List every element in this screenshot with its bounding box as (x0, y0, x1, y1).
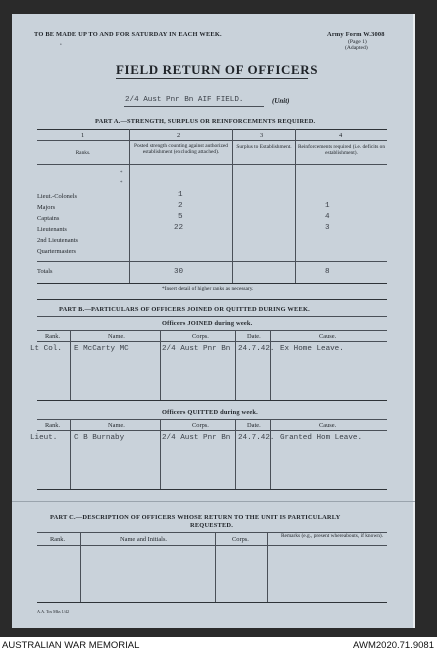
quitted-title: Officers QUITTED during week. (162, 409, 258, 416)
quitted-divider-4 (270, 419, 271, 489)
quitted-col-date: Date. (247, 422, 261, 429)
joined-cause: Ex Home Leave. (280, 345, 344, 353)
form-adapted: (Adapted) (345, 45, 368, 51)
part-b-heading-rule (37, 316, 387, 317)
quitted-divider-2 (160, 419, 161, 489)
posted-value: 1 (178, 191, 183, 199)
footer-institution: AUSTRALIAN WAR MEMORIAL (2, 640, 140, 651)
part-c-col-name: Name and Initials. (120, 536, 168, 543)
quitted-divider-1 (70, 419, 71, 489)
joined-col-cause: Cause. (319, 333, 337, 340)
asterisk-mark-2: * (120, 181, 123, 186)
joined-header-rule (37, 341, 387, 342)
joined-divider-1 (70, 330, 71, 400)
rank-label: Captains (37, 215, 60, 222)
totals-reinforcements: 8 (325, 268, 330, 276)
quitted-header-rule (37, 430, 387, 431)
part-a-bottom-rule (37, 283, 387, 284)
joined-col-date: Date. (247, 333, 261, 340)
fold-line (12, 501, 415, 502)
quitted-col-corps: Corps. (192, 422, 209, 429)
part-b-heading: PART B.—PARTICULARS OF OFFICERS JOINED OR QUITTED DURING WEEK. (59, 306, 310, 313)
joined-title-rule (37, 330, 387, 331)
col-header-surplus: Surplus to Establishment. (236, 144, 292, 150)
quitted-col-rank: Rank. (45, 422, 61, 429)
joined-title: Officers JOINED during week. (162, 320, 253, 327)
quitted-corps: 2/4 Aust Pnr Bn (162, 434, 231, 442)
rank-label: Lieut.-Colonels (37, 193, 77, 200)
part-a-top-rule (37, 129, 387, 130)
joined-divider-4 (270, 330, 271, 400)
part-c-heading-line2: REQUESTED. (190, 522, 234, 529)
part-c-bottom-rule (37, 602, 387, 603)
quitted-divider-3 (235, 419, 236, 489)
part-c-divider-1 (80, 532, 81, 602)
part-c-divider-3 (267, 532, 268, 602)
rank-label: Majors (37, 204, 56, 211)
part-a-col-divider-3 (295, 129, 296, 283)
punch-mark: • (60, 43, 62, 48)
totals-label: Totals (37, 268, 53, 275)
archive-footer (0, 637, 437, 653)
col-header-ranks: Ranks. (75, 150, 91, 156)
reinforcements-value: 3 (325, 224, 330, 232)
form-number: Army Form W.3008 (327, 31, 385, 38)
posted-value: 2 (178, 202, 183, 210)
joined-bottom-rule (37, 400, 387, 401)
unit-underline (124, 106, 264, 107)
part-a-header-rule (37, 164, 387, 165)
part-a-col-divider-1 (129, 129, 130, 283)
part-a-col-divider-2 (232, 129, 233, 283)
col-number-2: 2 (177, 132, 181, 139)
joined-col-rank: Rank. (45, 333, 61, 340)
joined-name: E McCarty MC (74, 345, 129, 353)
part-b-top-rule (37, 299, 387, 300)
quitted-date: 24.7.42. (238, 434, 275, 442)
part-a-heading: PART A.—STRENGTH, SURPLUS OR REINFORCEMENTS REQUIRED. (95, 118, 316, 125)
page-title: FIELD RETURN OF OFFICERS (116, 62, 319, 77)
form-page: (Page 1) (348, 39, 367, 45)
part-c-col-rank: Rank. (50, 536, 66, 543)
reinforcements-value: 1 (325, 202, 330, 210)
joined-divider-2 (160, 330, 161, 400)
part-a-number-rule (37, 140, 387, 141)
asterisk-mark-1: * (120, 171, 123, 176)
title-underline (116, 78, 308, 79)
joined-rank: Lt Col. (30, 345, 62, 353)
part-c-divider-2 (215, 532, 216, 602)
totals-posted: 30 (174, 268, 184, 276)
unit-name: 2/4 Aust Pnr Bn AIF FIELD. (125, 96, 244, 104)
quitted-col-cause: Cause. (319, 422, 337, 429)
form-sheet (12, 14, 415, 628)
quitted-rank: Lieut. (30, 434, 58, 442)
joined-divider-3 (235, 330, 236, 400)
joined-corps: 2/4 Aust Pnr Bn (162, 345, 231, 353)
joined-date: 24.7.42. (238, 345, 275, 353)
totals-top-rule (37, 261, 387, 262)
posted-value: 5 (178, 213, 183, 221)
unit-label: (Unit) (272, 97, 290, 105)
part-c-heading-line1: PART C.—DESCRIPTION OF OFFICERS WHOSE RETURN TO THE UNIT IS PARTICULARLY (50, 514, 341, 521)
col-number-3: 3 (260, 132, 264, 139)
posted-value: 22 (174, 224, 184, 232)
reinforcements-value: 4 (325, 213, 330, 221)
col-number-4: 4 (339, 132, 343, 139)
part-c-col-corps: Corps. (232, 536, 249, 543)
quitted-title-rule (37, 419, 387, 420)
sheet-edge (413, 14, 415, 628)
part-c-header-rule (37, 545, 387, 546)
header-instruction: TO BE MADE UP TO AND FOR SATURDAY IN EACH WEEK. (34, 31, 222, 38)
joined-col-corps: Corps. (192, 333, 209, 340)
part-c-col-remarks: Remarks (e.g., present whereabouts, if known). (280, 533, 384, 539)
col-header-posted: Posted strength counting against authorized establishment (excluding attached). (133, 143, 229, 155)
col-header-reinforcements: Reinforcements required (i.e. deficits on establishment). (297, 144, 386, 156)
quitted-name: C B Burnaby (74, 434, 125, 442)
rank-label: Quartermasters (37, 248, 77, 255)
printer-imprint: A.A. Tos Mks 1/42 (37, 609, 70, 614)
quitted-cause: Granted Hom Leave. (280, 434, 363, 442)
joined-col-name: Name. (108, 333, 125, 340)
part-b-bottom-rule (37, 489, 387, 490)
part-a-footnote: *Insert detail of higher ranks as necessary. (162, 286, 254, 292)
col-number-1: 1 (81, 132, 85, 139)
rank-label: Lieutenants (37, 226, 67, 233)
footer-accession-number: AWM2020.71.9081 (353, 640, 434, 651)
quitted-col-name: Name. (108, 422, 125, 429)
rank-label: 2nd Lieutenants (37, 237, 78, 244)
